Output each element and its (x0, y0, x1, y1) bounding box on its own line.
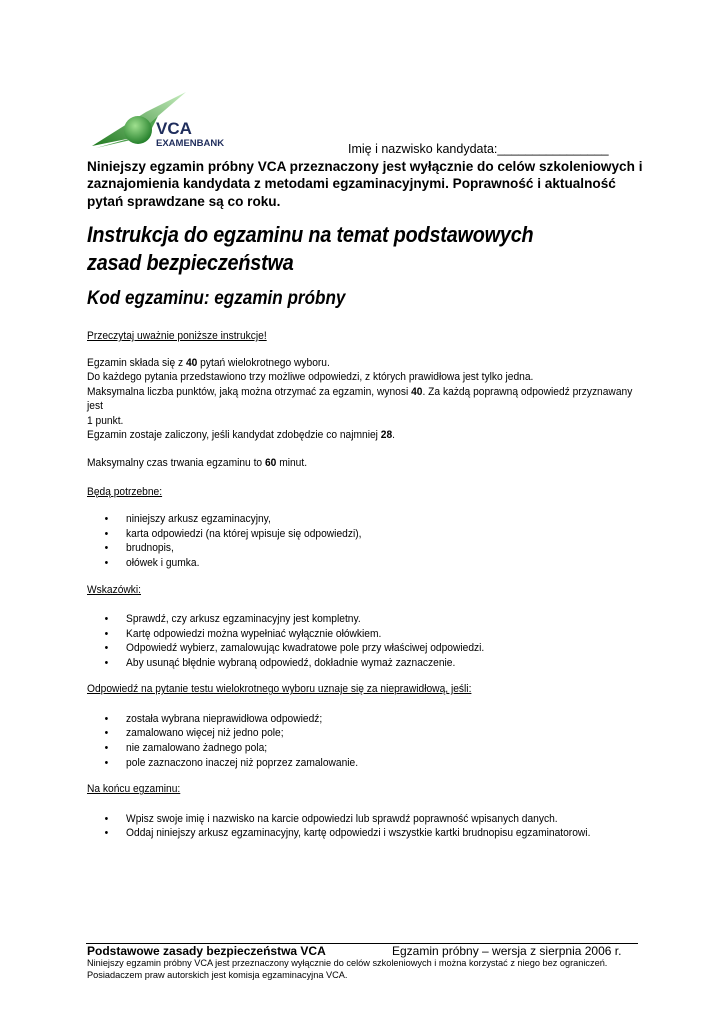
rule-max-points: Maksymalna liczba punktów, jaką można otrzymać za egzamin, wynosi 40. Za każdą poprawną odpowiedź przyznawany jest (87, 385, 633, 413)
invalid-answer-heading: Odpowiedź na pytanie testu wielokrotnego wyboru uznaje się za nieprawidłową, jeśli: (87, 683, 472, 696)
needed-list (87, 512, 645, 570)
rule-answer-options: Do każdego pytania przedstawiono trzy możliwe odpowiedzi, z których prawidłowa jest tylko jedna. (87, 371, 534, 384)
list-item: • zamalowano więcej niż jedno pole; (104, 727, 284, 740)
candidate-name-label: Imię i nazwisko kandydata: (348, 142, 498, 156)
rule-point-value: 1 punkt. (87, 414, 124, 427)
document-title: Instrukcja do egzaminu na temat podstawowych zasad bezpieczeństwa (87, 222, 534, 275)
end-of-exam-heading: Na końcu egzaminu: (87, 783, 181, 796)
list-item: • Sprawdź, czy arkusz egzaminacyjny jest kompletny. (104, 613, 361, 626)
intro-disclaimer: Niniejszy egzamin próbny VCA przeznaczony jest wyłącznie do celów szkoleniowych i zaznajomienia kandydata z metodami egzaminacyjnymi. Poprawność i aktualność pytań sprawdzane są co roku. (87, 159, 643, 209)
list-item: • pole zaznaczono inaczej niż poprzez zamalowanie. (104, 756, 359, 769)
logo-text-vca: VCA (156, 119, 192, 138)
logo-text-examenbank: EXAMENBANK (156, 138, 225, 149)
list-item: • Wpisz swoje imię i nazwisko na karcie odpowiedzi lub sprawdź poprawność wpisanych danych. (104, 812, 558, 825)
list-item: • Oddaj niniejszy arkusz egzaminacyjny, kartę odpowiedzi i wszystkie kartki brudnopisu egzaminatorowi. (104, 827, 591, 840)
list-item: • Kartę odpowiedzi można wypełniać wyłącznie ołówkiem. (104, 627, 382, 640)
footer-copyright-note: Niniejszy egzamin próbny VCA jest przeznaczony wyłącznie do celów szkoleniowych i można korzystać z niego bez ograniczeń. Posiadaczem praw autorskich jest komisja egzaminacyjna VCA. (87, 958, 608, 980)
needed-heading: Będą potrzebne: (87, 485, 163, 498)
invalid-answer-list (87, 712, 645, 770)
rule-pass-threshold: Egzamin zostaje zaliczony, jeśli kandydat zdobędzie co najmniej 28. (87, 429, 396, 442)
footer-subject: Podstawowe zasady bezpieczeństwa VCA (87, 944, 326, 958)
list-item: • Odpowiedź wybierz, zamalowując kwadratowe pole przy właściwej odpowiedzi. (104, 642, 485, 655)
list-item: • Aby usunąć błędnie wybraną odpowiedź, dokładnie wymaż zaznaczenie. (104, 656, 456, 669)
list-item: • karta odpowiedzi (na której wpisuje się odpowiedzi), (104, 527, 362, 540)
list-item: • niniejszy arkusz egzaminacyjny, (104, 513, 271, 526)
list-item: • nie zamalowano żadnego pola; (104, 742, 268, 754)
read-instructions-heading: Przeczytaj uważnie poniższe instrukcje! (87, 330, 267, 342)
logo-graphic (88, 90, 248, 152)
footer-version: Egzamin próbny – wersja z sierpnia 2006 r. (392, 944, 622, 958)
end-of-exam-list (87, 812, 645, 841)
tips-heading: Wskazówki: (87, 583, 141, 596)
vca-examenbank-logo (88, 90, 248, 152)
rule-time-limit: Maksymalny czas trwania egzaminu to 60 minut. (87, 457, 308, 470)
tips-list (87, 612, 645, 670)
exam-code-heading: Kod egzaminu: egzamin próbny (87, 288, 346, 309)
candidate-name-blank: ________________ (497, 142, 609, 156)
candidate-name-field (348, 142, 609, 156)
instructions-body (87, 330, 645, 841)
list-item: • została wybrana nieprawidłowa odpowiedź; (104, 712, 323, 725)
rule-question-count: Egzamin składa się z 40 pytań wielokrotnego wyboru. (87, 357, 330, 369)
list-item: • brudnopis, (104, 542, 174, 555)
list-item: • ołówek i gumka. (104, 557, 200, 570)
